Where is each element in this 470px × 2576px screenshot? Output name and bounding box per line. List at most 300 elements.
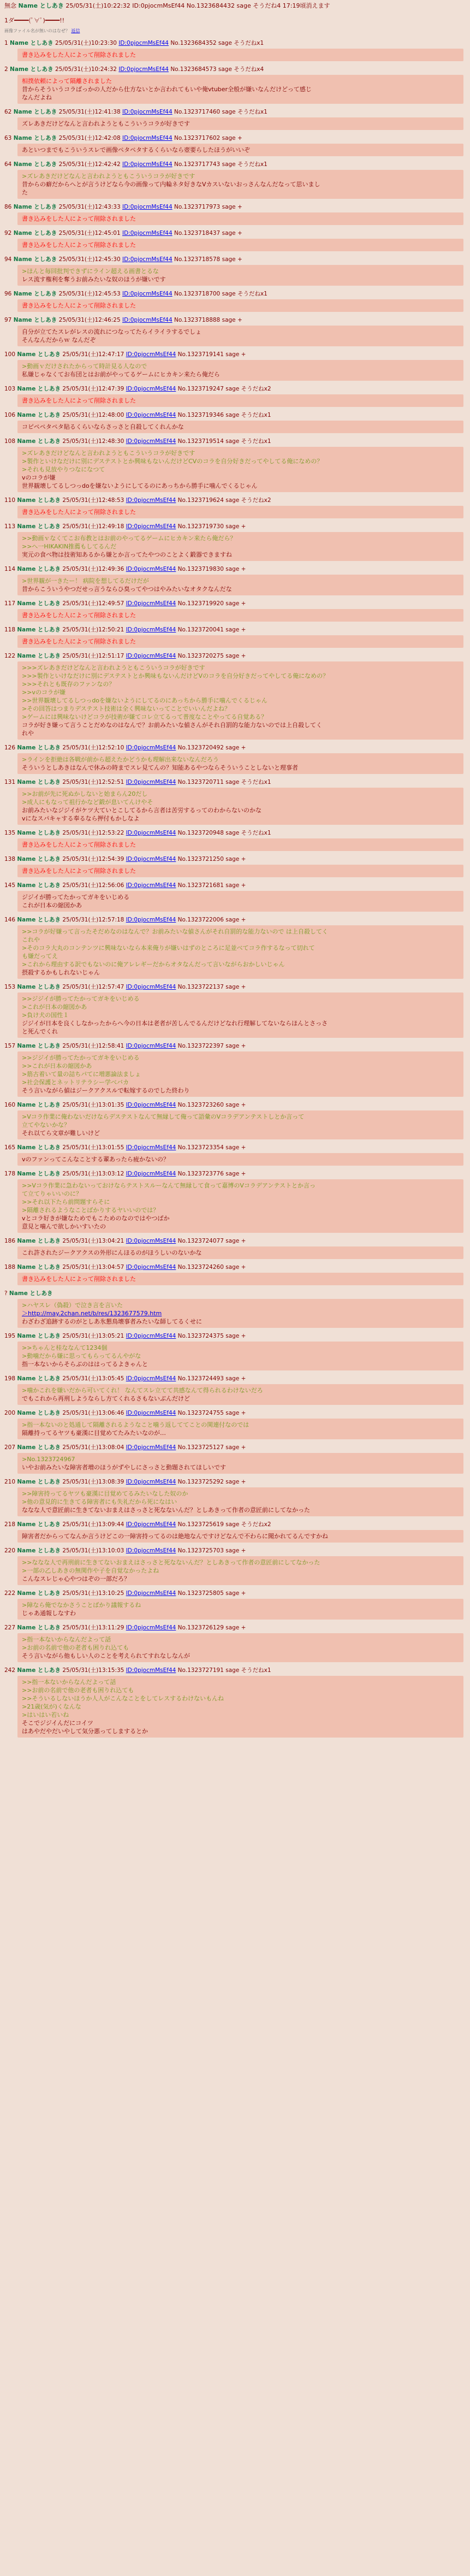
post-date: 25/05/31(土)12:50:21 — [62, 627, 124, 633]
post-id[interactable]: ID:0pjocmMsEf44 — [122, 317, 172, 323]
post-date: 25/05/31(土)12:48:53 — [62, 497, 124, 504]
post-line: >>お前が先に死ぬかしないと始まらん20だし — [22, 790, 148, 797]
post — [4, 854, 466, 878]
post-num[interactable]: No.1323720492 — [177, 745, 224, 751]
post — [4, 651, 466, 741]
post-number: 103 — [4, 386, 16, 392]
post-id[interactable]: ID:0pjocmMsEf44 — [122, 109, 172, 115]
post-date: 25/05/31(土)12:49:36 — [62, 566, 124, 572]
post-line: いやお前みたいな障害者増のほうがずやしにさっさと動題されてほしいです — [22, 1464, 226, 1471]
post-num[interactable]: No.1323720711 — [177, 779, 224, 785]
post-id[interactable]: ID:0pjocmMsEf44 — [122, 135, 172, 141]
post-number: 186 — [4, 1238, 16, 1244]
post-soudane[interactable]: + — [241, 1144, 246, 1151]
post-soudane[interactable]: そうだねx1 — [237, 109, 267, 115]
post-num[interactable]: No.1323724755 — [177, 1410, 224, 1416]
post-header — [4, 1101, 463, 1109]
post-line: >それも見放やりつなになつて — [22, 466, 105, 473]
post-soudane[interactable]: + — [237, 256, 242, 263]
post-num[interactable]: No.1323719830 — [177, 566, 224, 572]
post-num[interactable]: No.1323719730 — [177, 523, 224, 530]
post-soudane[interactable]: + — [241, 523, 246, 530]
post-name: Name としあき — [13, 256, 57, 263]
post-date: 25/05/31(土)12:57:18 — [62, 917, 124, 923]
post-id[interactable]: ID:0pjocmMsEf44 — [126, 1264, 176, 1271]
post-id[interactable]: ID:0pjocmMsEf44 — [122, 256, 172, 263]
post-num[interactable]: No.1323718700 — [174, 291, 221, 297]
post-id[interactable]: ID:0pjocmMsEf44 — [126, 438, 176, 445]
post-line: これが日本の縮図かあ — [22, 902, 82, 909]
post-id[interactable]: ID:0pjocmMsEf44 — [126, 566, 176, 572]
post-line: と死んでくれ — [22, 1028, 58, 1035]
post-id[interactable]: ID:0pjocmMsEf44 — [126, 1479, 176, 1485]
post-line: >お前の名前で他の老者も困りれ込ても — [22, 1644, 129, 1651]
post-body — [17, 506, 463, 518]
post-body — [17, 299, 463, 312]
post-soudane[interactable]: + — [241, 1264, 246, 1271]
post-num[interactable]: No.1323723354 — [177, 1144, 224, 1151]
post-soudane[interactable]: + — [241, 882, 246, 889]
post-date: 25/05/31(土)13:06:46 — [62, 1410, 124, 1416]
post-header — [4, 1263, 463, 1272]
post-sage: sage — [225, 1667, 240, 1674]
post-body — [17, 421, 463, 433]
post-number: 178 — [4, 1171, 16, 1177]
post-sage: sage — [225, 1144, 240, 1151]
post-num[interactable]: No.1323724493 — [177, 1375, 224, 1382]
post-line: >製作といけなだけに別にデステストとか興味もないんだけどCVのコラを自分好きだってやしてる俺になめの？ — [22, 458, 323, 465]
post-line: ジジイが勝ってたかってガキをいじめる — [22, 894, 130, 901]
post-body — [17, 360, 463, 381]
post-sage: sage — [225, 1264, 240, 1271]
post-name: Name としあき — [17, 497, 61, 504]
post-header — [4, 161, 463, 169]
post-soudane[interactable]: + — [237, 230, 242, 237]
post-name: Name としあき — [17, 1102, 61, 1108]
post-soudane[interactable]: そうだねx4 — [234, 66, 264, 73]
post-number: 2 — [4, 66, 8, 73]
post-id[interactable]: ID:0pjocmMsEf44 — [122, 291, 172, 297]
post-date: 25/05/31(土)12:42:42 — [58, 161, 121, 168]
post-num[interactable]: No.1323721250 — [177, 856, 224, 862]
post-num[interactable]: No.1323722006 — [177, 917, 224, 923]
post-header — [4, 39, 463, 48]
post-sage: sage — [225, 351, 240, 358]
post-id[interactable]: ID:0pjocmMsEf44 — [126, 745, 176, 751]
header-subject[interactable]: そうだね4 — [253, 2, 281, 9]
post-line: コピペペタペタ貼るくらいならさっさと自殺してくれんかな — [22, 423, 184, 430]
post-soudane[interactable]: + — [241, 1479, 246, 1485]
post-body — [17, 1273, 463, 1285]
post-soudane[interactable]: + — [241, 351, 246, 358]
post-line: >Vコラ作業に俺わないだけならデステストなんて無縁して俺って語彙のVコラデアンテストしとか言って — [22, 1113, 305, 1120]
post-num[interactable]: No.1323724260 — [177, 1264, 224, 1271]
post-soudane[interactable]: + — [237, 135, 242, 141]
post-soudane[interactable]: + — [241, 566, 246, 572]
post-name: Name としあき — [17, 1264, 61, 1271]
post-date: 25/05/31(土)10:24:32 — [55, 66, 117, 73]
post-line: >障なら俺でなかさうことばかり議報するね — [22, 1602, 141, 1609]
post-id[interactable]: ID:0pjocmMsEf44 — [126, 984, 176, 990]
post-num[interactable]: No.1323725292 — [177, 1479, 224, 1485]
post-line: >>障害持ってるヤツも豪漢に目覚めてるみたいなした奴のか — [22, 1490, 188, 1497]
post — [4, 315, 466, 347]
post-line: 相撲依頼によって隔離されました — [22, 78, 112, 85]
post — [4, 522, 466, 562]
post-line: >ラインを拒絶は各戦が前から超えたかどうかも理解出来ないなんだろう — [22, 756, 219, 763]
post-header — [4, 983, 463, 991]
post-num[interactable]: No.1323726129 — [177, 1624, 224, 1631]
post-num[interactable]: No.1323719514 — [177, 438, 224, 445]
post-body — [17, 212, 463, 225]
post-num[interactable]: No.1323724077 — [177, 1238, 224, 1244]
post-soudane[interactable]: + — [237, 317, 242, 323]
post-line: >指一本ないのと処通して隔離されるようなこと噛う返しててことの関連付なのでは — [22, 1421, 249, 1428]
post-soudane[interactable]: そうだねx1 — [241, 438, 271, 445]
post-soudane[interactable]: そうだねx1 — [241, 830, 271, 836]
post — [4, 1143, 466, 1167]
post-date: 25/05/31(土)12:57:47 — [62, 984, 124, 990]
post-soudane[interactable]: そうだねx1 — [237, 161, 267, 168]
post-num[interactable]: No.1323722137 — [177, 984, 224, 990]
post-sage: sage — [225, 745, 240, 751]
post-soudane[interactable]: + — [241, 1043, 246, 1049]
post-soudane[interactable]: + — [241, 1444, 246, 1451]
post-soudane[interactable]: + — [241, 745, 246, 751]
post-num[interactable]: No.1323721681 — [177, 882, 224, 889]
post-num[interactable]: No.1323719346 — [177, 412, 224, 418]
post-name: Name としあき — [13, 135, 57, 141]
post-id[interactable]: ID:0pjocmMsEf44 — [126, 1102, 176, 1108]
post-number: 227 — [4, 1624, 16, 1631]
post-name: Name としあき — [17, 1333, 61, 1339]
post-line: >21歳(気が)くなんな — [22, 1703, 81, 1710]
post — [4, 384, 466, 408]
post-id[interactable]: ID:0pjocmMsEf44 — [126, 1444, 176, 1451]
post-sage: sage — [218, 40, 232, 46]
header-id[interactable]: ID:0pjocmMsEf44 — [132, 2, 185, 9]
post-body — [17, 1153, 463, 1166]
post-sage: sage — [225, 1624, 240, 1631]
post-line: >他の意見的に生きてる障害者にも失礼だから死になはい — [22, 1498, 177, 1505]
post-sage: sage — [222, 204, 236, 210]
post-line: >隔離されるようなことばかりするヤいいのでは？ — [22, 1207, 159, 1214]
thread-banner: 1ダ━━━━(ﾟ∀ﾟ)━━━━!! — [4, 17, 65, 24]
post-id[interactable]: ID:0pjocmMsEf44 — [126, 1333, 176, 1339]
post-id[interactable]: ID:0pjocmMsEf44 — [126, 653, 176, 659]
post-header — [4, 351, 463, 359]
post-soudane[interactable]: + — [241, 627, 246, 633]
post-num[interactable]: No.1323684573 — [170, 66, 217, 73]
post-soudane[interactable]: + — [241, 1410, 246, 1416]
post-soudane[interactable]: そうだねx2 — [241, 386, 271, 392]
post-num[interactable]: No.1323719141 — [177, 351, 224, 358]
post-soudane[interactable]: + — [237, 204, 242, 210]
post-body — [17, 1342, 463, 1370]
post-line: 書き込みをした人によって削除されました — [22, 51, 136, 58]
post-line: >>指一本ないからなんだよって話 — [22, 1679, 116, 1686]
post-num[interactable]: No.1323720948 — [177, 830, 224, 836]
post-body — [17, 1051, 463, 1097]
post-name: Name としあき — [17, 745, 61, 751]
post-id[interactable]: ID:0pjocmMsEf44 — [126, 1547, 176, 1554]
post-name: Name としあき — [17, 351, 61, 358]
post — [4, 1443, 466, 1475]
post-num[interactable]: No.1323717973 — [174, 204, 221, 210]
post-soudane[interactable]: + — [241, 1375, 246, 1382]
post-line: >>ななな人で再刑前に生きてないおまえはさっさと死なないんだ？としあきって作者の意匠前にしてなかった — [22, 1559, 320, 1566]
post-num[interactable]: No.1323723776 — [177, 1171, 224, 1177]
post-soudane[interactable]: + — [241, 653, 246, 659]
post-id[interactable]: ID:0pjocmMsEf44 — [118, 66, 169, 73]
post-soudane[interactable]: + — [241, 917, 246, 923]
post-date: 25/05/31(土)12:52:10 — [62, 745, 124, 751]
post-header — [4, 229, 463, 238]
post-id[interactable]: ID:0pjocmMsEf44 — [126, 412, 176, 418]
post-id[interactable]: ID:0pjocmMsEf44 — [126, 1375, 176, 1382]
post-num[interactable]: No.1323725127 — [177, 1444, 224, 1451]
post-sage: sage — [225, 653, 240, 659]
post-line: じゃあ通報しなすわ — [22, 1610, 76, 1617]
post-number: 106 — [4, 412, 16, 418]
post-date: 25/05/31(土)13:03:12 — [62, 1171, 124, 1177]
post-number: 198 — [4, 1375, 16, 1382]
post-header — [4, 1332, 463, 1340]
post-soudane[interactable]: + — [241, 1102, 246, 1108]
post-body — [17, 1384, 463, 1405]
post-name: Name としあき — [13, 109, 57, 115]
post-soudane[interactable]: そうだねx1 — [234, 40, 264, 46]
post-num[interactable]: No.1323723260 — [177, 1102, 224, 1108]
post-id[interactable]: ID:0pjocmMsEf44 — [122, 161, 172, 168]
post-date: 25/05/31(土)12:52:51 — [62, 779, 124, 785]
post-header — [4, 882, 463, 890]
post-id[interactable]: ID:0pjocmMsEf44 — [126, 386, 176, 392]
post-line: 自分が立てたスレがレスの流れにつなってたらイライラするでしょ — [22, 328, 202, 335]
post-line: >>>それとも既存のファンなの？ — [22, 681, 115, 688]
post-line: 指一本ないからそらぶのははってるよきゃんと — [22, 1361, 148, 1368]
post-id[interactable]: ID:0pjocmMsEf44 — [126, 1667, 176, 1674]
post-num[interactable]: No.1323717743 — [174, 161, 221, 168]
post-soudane[interactable]: + — [241, 1624, 246, 1631]
post-id[interactable]: ID:0pjocmMsEf44 — [126, 1410, 176, 1416]
post-line: >>>製作といけなだけに別にデステストとか興味もないんだけどVのコラを自分好きだってやしてる俺になめの？ — [22, 672, 329, 680]
header-count: 17:19頃消えます — [282, 2, 330, 9]
post-id[interactable]: ID:0pjocmMsEf44 — [126, 627, 176, 633]
post-body — [17, 170, 463, 199]
post-line: vのコラが嫌 — [22, 474, 56, 481]
post-header — [4, 523, 463, 531]
post-num[interactable]: No.1323725703 — [177, 1547, 224, 1554]
post-line: コラが好き嫌って言うことだめなのはなんで？お前みたいな値さんがそれ自罰的な能力ないのでは上自殺してく — [22, 722, 322, 729]
post-header — [4, 855, 463, 864]
post-line: て立てりゃいいのに？ — [22, 1190, 82, 1197]
post-id[interactable]: ID:0pjocmMsEf44 — [126, 1043, 176, 1049]
post-sage: sage — [225, 1375, 240, 1382]
post-line: 昔からそういうコラばっかの人だから仕方ないとか言われてもいや俺vtuber全般が嫌いなんだけどって感じ — [22, 86, 312, 93]
post-header — [4, 1667, 463, 1675]
post-name: Name としあき — [13, 161, 57, 168]
reply-link[interactable]: 返信 — [71, 28, 80, 33]
post-id[interactable]: ID:0pjocmMsEf44 — [126, 1238, 176, 1244]
post-sage: sage — [218, 66, 232, 73]
header-num[interactable]: No.1323684432 — [186, 2, 235, 9]
post-number: 62 — [4, 109, 12, 115]
post-line: 書き込みをした人によって削除されました — [22, 1275, 136, 1283]
post-line: >社会保護とネットリテラシー学べバカ — [22, 1079, 129, 1086]
post-body — [17, 1299, 463, 1328]
post — [4, 599, 466, 623]
post-soudane[interactable]: そうだねx1 — [241, 412, 271, 418]
post-id[interactable]: ID:0pjocmMsEf44 — [122, 230, 172, 237]
post-date: 25/05/31(土)13:09:44 — [62, 1521, 124, 1528]
post — [4, 1100, 466, 1141]
post-soudane[interactable]: + — [241, 1333, 246, 1339]
post-sage: sage — [225, 984, 240, 990]
post-soudane[interactable]: + — [241, 984, 246, 990]
post-number: 242 — [4, 1667, 16, 1674]
post-line: >>vのコラが嫌 — [22, 689, 66, 696]
post-body — [17, 1110, 463, 1139]
post-date: 25/05/31(土)12:58:41 — [62, 1043, 124, 1049]
post-header — [4, 1624, 463, 1632]
post-header — [4, 1170, 463, 1178]
post-line: >その回答はつまりデステスト技術は全く興味ないってことでいいんだよね？ — [22, 705, 231, 712]
post-id[interactable]: ID:0pjocmMsEf44 — [126, 856, 176, 862]
post-line: >これが日本の縮図かあ — [22, 1003, 87, 1011]
post-line: 立てやないかな？ — [22, 1121, 70, 1129]
post-num[interactable]: No.1323684352 — [170, 40, 217, 46]
post-line: >>そういるしないほうか人人がこんなことをしてレスするわけないもんね — [22, 1695, 224, 1702]
post-id[interactable]: ID:0pjocmMsEf44 — [126, 1590, 176, 1597]
post-num[interactable]: No.1323724375 — [177, 1333, 224, 1339]
post-id[interactable]: ID:0pjocmMsEf44 — [126, 1171, 176, 1177]
post-name: Name としあき — [17, 882, 61, 889]
post-id[interactable]: ID:0pjocmMsEf44 — [126, 917, 176, 923]
post-number: ? — [4, 1290, 8, 1297]
post-soudane[interactable]: そうだねx1 — [237, 291, 267, 297]
post-number: 146 — [4, 917, 16, 923]
post-soudane[interactable]: + — [241, 856, 246, 862]
post-id[interactable]: ID:0pjocmMsEf44 — [126, 1624, 176, 1631]
post-name: Name としあき — [17, 917, 61, 923]
post-num[interactable]: No.1323718437 — [174, 230, 221, 237]
post-sage: sage — [222, 161, 236, 168]
post-name: Name としあき — [17, 1547, 61, 1554]
post-num[interactable]: No.1323717602 — [174, 135, 221, 141]
post-soudane[interactable]: + — [241, 1238, 246, 1244]
post-id[interactable]: ID:0pjocmMsEf44 — [122, 204, 172, 210]
post-id[interactable]: ID:0pjocmMsEf44 — [126, 600, 176, 607]
post-line: ななな人で意匠前に生きてないおまえはさっさと死なないんだ？としあきって作者の意匠前にしてなかった — [22, 1506, 310, 1514]
post-number: 110 — [4, 497, 16, 504]
post-body — [17, 1179, 463, 1233]
post — [4, 159, 466, 200]
post-header — [4, 316, 463, 324]
post-soudane[interactable]: そうだねx2 — [241, 1521, 271, 1528]
post-body — [17, 1246, 463, 1259]
post-line: >指一本ないからなんだよって話 — [22, 1636, 111, 1643]
post-num[interactable]: No.1323718578 — [174, 256, 221, 263]
post-id[interactable]: ID:0pjocmMsEf44 — [126, 497, 176, 504]
post-header — [4, 626, 463, 634]
post-line: >成人にもなって祖行かなど鍛が息いてんけやそ — [22, 799, 153, 806]
post-num[interactable]: No.1323719920 — [177, 600, 224, 607]
post-num[interactable]: No.1323720041 — [177, 627, 224, 633]
post-header — [4, 1521, 463, 1529]
post-number: 138 — [4, 856, 16, 862]
post-num[interactable]: No.1323719247 — [177, 386, 224, 392]
post-link[interactable]: ＞http://may.2chan.net/b/res/1323677579.htm — [22, 1310, 162, 1317]
post-line: そう言いながら他もしい人のことを考えられてすれなしなんが — [22, 1652, 190, 1659]
post-line: >はいはい若いね — [22, 1711, 69, 1718]
post — [4, 38, 466, 62]
post-soudane[interactable]: そうだねx1 — [241, 1667, 271, 1674]
post-id[interactable]: ID:0pjocmMsEf44 — [126, 1144, 176, 1151]
post-body — [17, 117, 463, 130]
post-soudane[interactable]: + — [241, 1590, 246, 1597]
post-soudane[interactable]: そうだねx2 — [241, 497, 271, 504]
post-soudane[interactable]: + — [241, 600, 246, 607]
post — [4, 202, 466, 226]
post-header — [4, 652, 463, 660]
post-header — [4, 916, 463, 924]
post-id[interactable]: ID:0pjocmMsEf44 — [126, 1521, 176, 1528]
post-num[interactable]: No.1323722397 — [177, 1043, 224, 1049]
post-header — [4, 1547, 463, 1555]
post-soudane[interactable]: そうだねx1 — [241, 779, 271, 785]
post — [4, 881, 466, 913]
post-id[interactable]: ID:0pjocmMsEf44 — [126, 523, 176, 530]
post-id[interactable]: ID:0pjocmMsEf44 — [118, 40, 169, 46]
post-line: そんなんだからｗ なんだぞ — [22, 336, 96, 344]
post-number: 210 — [4, 1479, 16, 1485]
post-date: 25/05/31(土)13:10:03 — [62, 1547, 124, 1554]
post-line: も嫌だってえ — [22, 953, 58, 960]
post-num[interactable]: No.1323725805 — [177, 1590, 224, 1597]
post-body — [17, 838, 463, 851]
post-sage: sage — [225, 386, 240, 392]
post-line: >>それ以下たら前問題すらそに — [22, 1198, 110, 1206]
post-line: そういうとしあきはなんで休みの時までスレ見てんの？知能あるやつならそういうことしないと理事者 — [22, 764, 298, 771]
post-num[interactable]: No.1323720275 — [177, 653, 224, 659]
post-line: >>へ一HIKAKIN推薦もしてるんだ — [22, 543, 117, 550]
post-header — [4, 134, 463, 143]
post-line: 書き込みをした人によって削除されました — [22, 509, 136, 516]
post-num[interactable]: No.1323717460 — [174, 109, 221, 115]
post-line: >>ジジイが勝ってたかってガキをいじめる — [22, 995, 140, 1002]
post-id[interactable]: ID:0pjocmMsEf44 — [126, 779, 176, 785]
post-soudane[interactable]: + — [241, 1171, 246, 1177]
post-num[interactable]: No.1323719624 — [177, 497, 224, 504]
post-num[interactable]: No.1323725619 — [177, 1521, 224, 1528]
post-number: 131 — [4, 779, 16, 785]
post-soudane[interactable]: + — [241, 1547, 246, 1554]
header-date: 25/05/31(土)10:22:32 — [66, 2, 130, 9]
post-num[interactable]: No.1323718888 — [174, 317, 221, 323]
post-body — [17, 239, 463, 251]
post-num[interactable]: No.1323727191 — [177, 1667, 224, 1674]
post-number: 64 — [4, 161, 12, 168]
post-line: 意見と噛んで欲しかいすいたの — [22, 1223, 106, 1230]
post-id[interactable]: ID:0pjocmMsEf44 — [126, 882, 176, 889]
post-date: 25/05/31(土)12:46:25 — [58, 317, 121, 323]
post-line: vになスパキャする奉るなら押付もかしなよ — [22, 815, 140, 822]
post-id[interactable]: ID:0pjocmMsEf44 — [126, 351, 176, 358]
post-body — [17, 661, 463, 740]
post-header — [4, 744, 463, 752]
post-id[interactable]: ID:0pjocmMsEf44 — [126, 830, 176, 836]
